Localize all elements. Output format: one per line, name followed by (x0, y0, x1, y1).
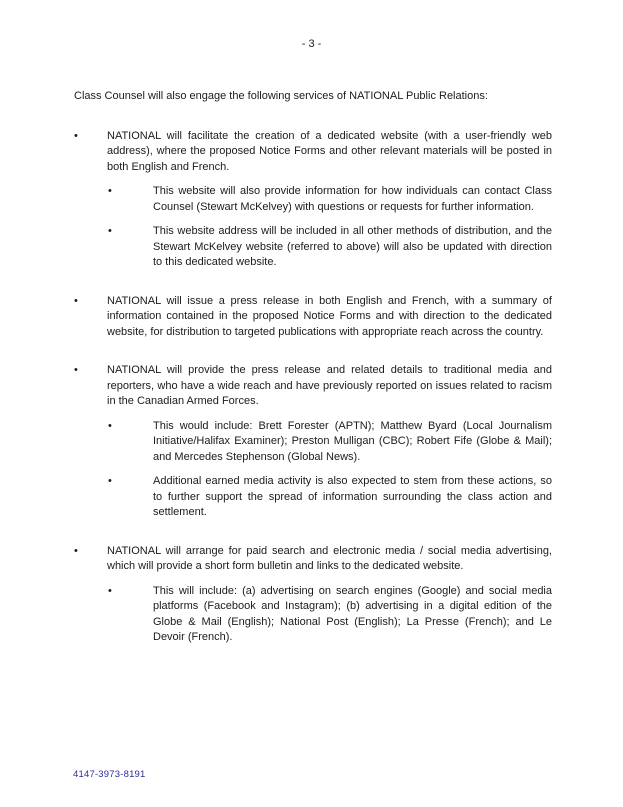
sub-bullet-item (74, 224, 552, 271)
sub-bullet-text: This website will also provide information for how individuals can contact Class Counsel (Stewart McKelvey) with questions or requests for further information. (153, 185, 552, 213)
document-body (74, 89, 552, 646)
sub-bullet-text: This website address will be included in all other methods of distribution, and the Stewart McKelvey website (referred to above) will also be updated with direction to this dedicated website. (153, 225, 552, 268)
bullet-icon: • (108, 225, 112, 237)
bullet-text: NATIONAL will provide the press release and related details to traditional media and reporters, who have a wide reach and have previously reported on issues related to racism in the Canadian Armed Forces. (107, 364, 552, 407)
document-id-stamp: 4147-3973-8191 (73, 769, 146, 780)
bullet-icon: • (74, 294, 78, 307)
page-number: - 3 - (301, 38, 322, 50)
bullet-icon: • (108, 185, 112, 197)
bullet-item (74, 363, 552, 410)
bullet-item (74, 294, 552, 341)
bullet-group-press-release (74, 294, 552, 341)
intro-paragraph: Class Counsel will also engage the following services of NATIONAL Public Relations: (74, 90, 488, 102)
sub-bullet-item (74, 419, 552, 466)
bullet-icon: • (74, 364, 78, 376)
bullet-group-website (74, 129, 552, 271)
sub-bullet-text: Additional earned media activity is also expected to stem from these actions, so to further support the spread of information surrounding the class action and settlement. (153, 475, 552, 518)
bullet-text: NATIONAL will arrange for paid search and electronic media / social media advertising, which will provide a short form bulletin and links to the dedicated website. (107, 544, 552, 572)
bullet-icon: • (108, 419, 112, 432)
bullet-group-media (74, 363, 552, 521)
bullet-text: NATIONAL will issue a press release in both English and French, with a summary of information contained in the proposed Notice Forms and with direction to the dedicated website, for distribution to targeted publications with appropriate reach across the country. (107, 294, 552, 338)
bullet-icon: • (108, 475, 112, 487)
sub-bullet-text: This would include: Brett Forester (APTN); Matthew Byard (Local Journalism Initiative/Halifax Examiner); Preston Mulligan (CBC); Robert Fife (Globe & Mail); and Mercedes Stephenson (Global News). (153, 419, 552, 463)
sub-bullet-item (74, 584, 552, 646)
bullet-icon: • (74, 129, 78, 142)
sub-bullet-text: This will include: (a) advertising on search engines (Google) and social media platforms (Facebook and Instagram); (b) advertising in a digital edition of the Globe & Mail (English); National Post (English); La Presse (French); and Le Devoir (French). (153, 584, 552, 643)
bullet-group-advertising (74, 544, 552, 646)
sub-bullet-item (74, 184, 552, 215)
bullet-item (74, 129, 552, 176)
sub-bullet-item (74, 474, 552, 521)
bullet-icon: • (108, 584, 112, 597)
bullet-text: NATIONAL will facilitate the creation of a dedicated website (with a user-friendly web address), where the proposed Notice Forms and other relevant materials will be posted in both English and French. (107, 129, 552, 173)
bullet-item (74, 544, 552, 575)
bullet-icon: • (74, 544, 78, 557)
